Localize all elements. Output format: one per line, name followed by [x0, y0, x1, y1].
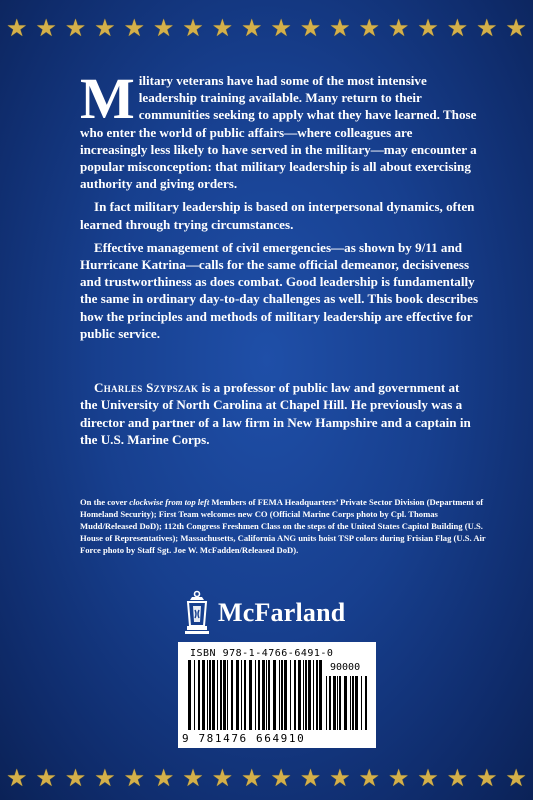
isbn-text: ISBN 978-1-4766-6491-0	[190, 648, 334, 659]
author-name: Charles Szypszak	[94, 380, 199, 396]
price-barcode-bars	[326, 676, 370, 730]
star-icon: ★	[241, 16, 263, 42]
star-icon: ★	[35, 766, 57, 792]
star-icon: ★	[211, 766, 234, 792]
credits-text: Members of FEMA Headquarters’ Private Sector Division (Department of Homeland Security); First Team welcomes new CO (Official Marine Corps photo by Cpl. Thomas Mudd/Released DoD); 112th Congress Freshmen Class on the steps of the United States Capitol Building (U.S. House of Representatives); Massachusetts, California ANG units hoist TSP colors during Frisian Flag (U.S. Air Force photo by Staff Sgt. Joe W. McFadden/Released DoD).	[80, 496, 486, 555]
star-icon: ★	[94, 766, 116, 792]
star-icon: ★	[123, 766, 146, 792]
star-icon: ★	[6, 16, 28, 42]
price-code: 90000	[330, 662, 361, 673]
star-icon: ★	[387, 766, 410, 792]
star-icon: ★	[446, 766, 469, 792]
back-cover-blurb	[80, 66, 480, 342]
author-bio	[80, 379, 480, 448]
ean-barcode-bars	[188, 660, 322, 730]
star-icon: ★	[152, 766, 175, 792]
star-icon: ★	[505, 16, 527, 42]
star-icon: ★	[94, 16, 116, 42]
star-icon: ★	[329, 766, 351, 792]
star-icon: ★	[35, 16, 57, 42]
author-bio-text: is a professor of public law and government at the University of North Carolina at Chapel Hill. He previously was a director and partner of a law firm in New Hampshire and a captain in the U.S. Marine Corps.	[80, 380, 471, 447]
star-icon: ★	[505, 766, 527, 792]
star-icon: ★	[476, 766, 498, 792]
star-icon: ★	[182, 16, 204, 42]
blurb-paragraph-1	[80, 66, 480, 192]
star-icon: ★	[358, 766, 381, 792]
star-icon: ★	[417, 766, 439, 792]
bottom-star-border	[0, 762, 533, 796]
credits-direction: clockwise from top left	[129, 496, 210, 507]
star-icon: ★	[64, 16, 87, 42]
ean-digits: 9 781476 664910	[182, 732, 306, 745]
star-icon: ★	[417, 16, 439, 42]
blurb-paragraph-3: Effective management of civil emergencies—as shown by 9/11 and Hurricane Katrina—calls for the same official demeanor, decisiveness and trustworthiness as does combat. Good leadership is fundamentally the same in ordinary day-to-day challenges as well. This book describes how the principles and methods of military leadership are effective for public service.	[80, 239, 479, 341]
star-icon: ★	[182, 766, 204, 792]
cover-photo-credits	[80, 496, 490, 556]
star-icon: ★	[6, 766, 28, 792]
star-icon: ★	[329, 16, 351, 42]
star-icon: ★	[446, 16, 469, 42]
top-star-border	[0, 12, 533, 46]
publisher-logo	[182, 588, 382, 638]
star-icon: ★	[211, 16, 234, 42]
drop-cap: M	[80, 66, 135, 131]
blurb-paragraph-2: In fact military leadership is based on interpersonal dynamics, often learned through trying circumstances.	[80, 199, 475, 232]
star-icon: ★	[387, 16, 410, 42]
credits-lead: On the cover	[80, 496, 128, 507]
star-icon: ★	[270, 766, 292, 792]
star-icon: ★	[270, 16, 292, 42]
star-icon: ★	[476, 16, 498, 42]
star-icon: ★	[123, 16, 146, 42]
star-icon: ★	[299, 766, 322, 792]
star-icon: ★	[64, 766, 87, 792]
isbn-barcode	[178, 642, 376, 748]
star-icon: ★	[241, 766, 263, 792]
star-icon: ★	[152, 16, 175, 42]
star-icon: ★	[358, 16, 381, 42]
lantern-icon	[182, 590, 212, 636]
star-icon: ★	[299, 16, 322, 42]
blurb-paragraph-1-text: ilitary veterans have had some of the most intensive leadership training available. Many return to their communities seeking to apply what they have learned. Those who enter the world of public affairs—where colleagues are increasingly less likely to have served in the military—may encounter a popular misconception: that military leadership is all about exercising authority and giving orders.	[80, 73, 477, 192]
publisher-name: McFarland	[218, 598, 346, 627]
